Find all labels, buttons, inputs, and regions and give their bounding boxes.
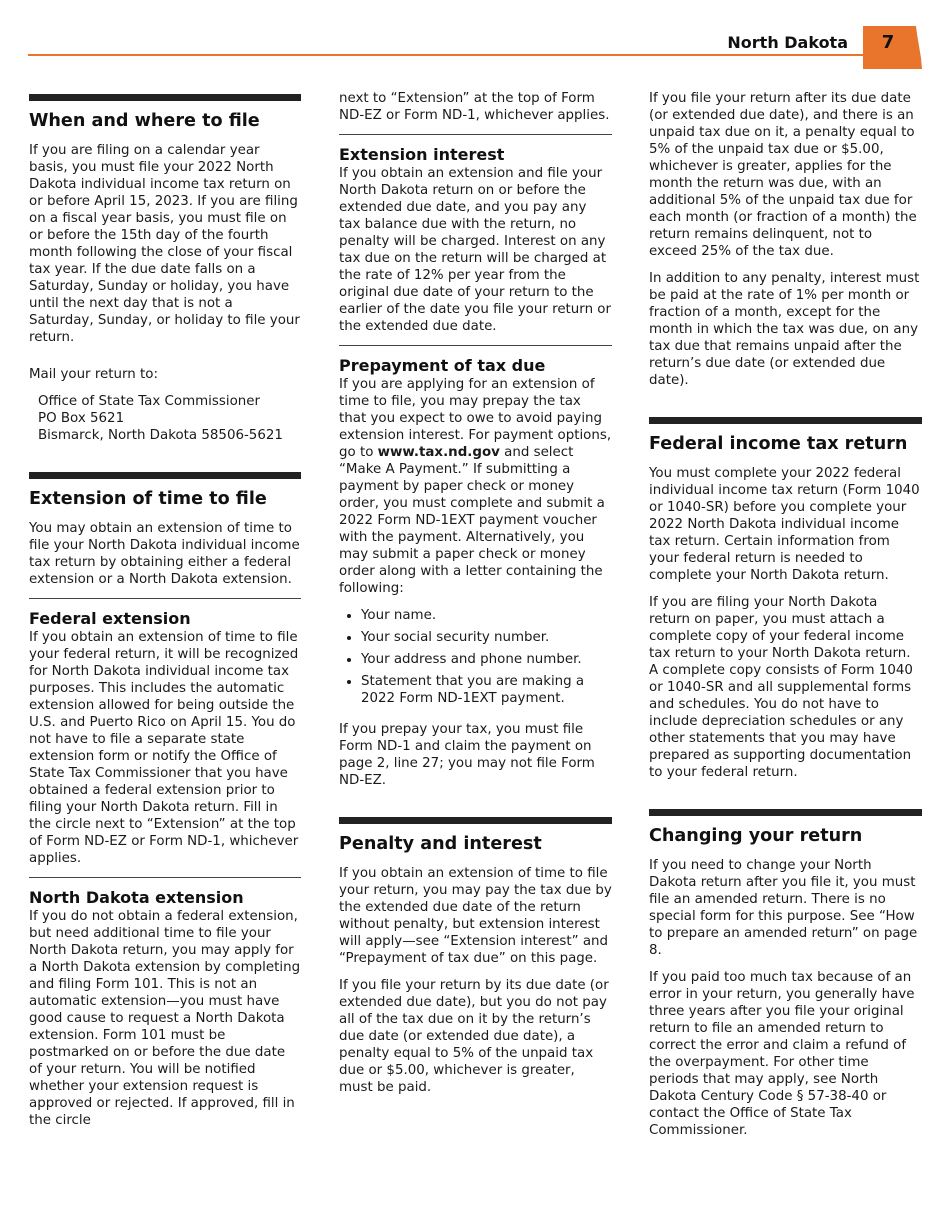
penalty-interest-paragraph: In addition to any penalty, interest must be paid at the rate of 1% per month or fraction of a month, except for the month in which the tax was due, on any tax due that remains unpaid after the return’s due date (or extended due date). — [649, 271, 920, 388]
heading-federal-income-tax-return: Federal income tax return — [649, 434, 908, 454]
penalty-paragraph-1: If you obtain an extension of time to file your return, you may pay the tax due by the extended due date of the return without penalty, but extension interest will apply—see “Extension interest” and “Prepayment of tax due” on this page. — [339, 866, 612, 966]
section-divider — [29, 472, 301, 479]
section-divider — [649, 809, 922, 816]
header-rule — [28, 54, 866, 56]
extension-interest-paragraph: If you obtain an extension and file your North Dakota return on or before the extended due date, and you pay any tax balance due with the return, no penalty will be charged. Interest on any tax due on the return will be charged at the rate of 12% per year from the original due date of your return to the earlier of the date you file your return or the extended due date. — [339, 166, 612, 334]
penalty-paragraph-2: If you file your return by its due date (or extended due date), but you do not pay all of the tax due on it by the return’s due date (or extended due date), a penalty equal to 5% of the unpaid tax due or $5.00, whichever is greater, must be paid. — [339, 978, 609, 1095]
prepayment-text-after: and select “Make A Payment.” If submitting a payment by paper check or money order, you must complete and submit a 2022 Form ND-1EXT payment voucher with the payment. Alternatively, you may submit a paper check or money order along with a letter containing the following: — [339, 445, 605, 596]
column-1 — [29, 90, 301, 1139]
column-2 — [339, 90, 612, 1106]
heading-changing-your-return: Changing your return — [649, 826, 863, 846]
tax-website-link[interactable]: www.tax.nd.gov — [377, 445, 500, 460]
continuation-paragraph: next to “Extension” at the top of Form ND-EZ or Form ND-1, whichever applies. — [339, 91, 610, 123]
subsection-divider — [339, 345, 612, 346]
column-3 — [649, 90, 922, 1149]
heading-federal-extension: Federal extension — [29, 609, 191, 628]
page-number: 7 — [881, 32, 895, 53]
mailing-address — [38, 393, 301, 444]
section-divider — [649, 417, 922, 424]
when-where-paragraph: If you are filing on a calendar year basis, you must file your 2022 North Dakota individual income tax return on or before April 15, 2023. If you are filing on a fiscal year basis, you must file on or before the 15th day of the fourth month following the close of your fiscal tax year. If the due date falls on a Saturday, Sunday or holiday, you have until the next day that is not a Saturday, Sunday, or holiday to file your return. — [29, 143, 300, 345]
federal-return-paragraph-2: If you are filing your North Dakota return on paper, you must attach a complete copy of your federal income tax return to your North Dakota return. A complete copy consists of Form 1040 or 1040-SR and all supplemental forms and schedules. You do not have to include depreciation schedules or any other statements that you may have prepared as supporting documentation to your federal return. — [649, 595, 913, 780]
heading-when-where-to-file: When and where to file — [29, 111, 260, 131]
header-state-name: North Dakota — [727, 33, 848, 52]
federal-return-paragraph-1: You must complete your 2022 federal individual income tax return (Form 1040 or 1040-SR) before you complete your 2022 North Dakota individual income tax return. Certain information from your federal return is needed to complete your North Dakota return. — [649, 466, 920, 583]
extension-time-paragraph: You may obtain an extension of time to file your North Dakota individual income tax return by obtaining either a federal extension or a North Dakota extension. — [29, 521, 300, 587]
federal-extension-paragraph: If you obtain an extension of time to file your federal return, it will be recognized for North Dakota individual income tax purposes. This includes the automatic extension allowed for being outside the U.S. and Puerto Rico on April 15. You do not have to file a separate state extension form or notify the Office of State Tax Commissioner that you have obtained a federal extension prior to filing your North Dakota return. Fill in the circle next to “Extension” at the top of Form ND-EZ or Form ND-1, whichever applies. — [29, 630, 299, 866]
list-item: • Your name. — [361, 607, 612, 624]
section-divider — [339, 817, 612, 824]
prepayment-list — [339, 607, 612, 707]
heading-extension-interest: Extension interest — [339, 145, 505, 164]
prepayment-paragraph — [339, 376, 612, 597]
address-line: Bismarck, North Dakota 58506-5621 — [38, 428, 283, 443]
page-header — [0, 0, 950, 75]
list-item: • Your address and phone number. — [361, 651, 612, 668]
changing-paragraph-2: If you paid too much tax because of an error in your return, you generally have three years after you file your original return to file an amended return to correct the error and claim a refund of the overpayment. For other time periods that may apply, see North Dakota Century Code § 57-38-40 or contact the Office of State Tax Commissioner. — [649, 970, 915, 1138]
prepayment-paragraph-2: If you prepay your tax, you must file Form ND-1 and claim the payment on page 2, line 27; you may not file Form ND-EZ. — [339, 722, 595, 788]
changing-paragraph-1: If you need to change your North Dakota return after you file it, you must file an amended return. There is no special form for this purpose. See “How to prepare an amended return” on page 8. — [649, 858, 918, 958]
prepayment-text-before: If you are applying for an extension of time to file, you may prepay the tax that you expect to owe to avoid paying extension interest. For payment options, go to — [339, 377, 612, 460]
list-item: • Statement that you are making a 2022 Form ND-1EXT payment. — [361, 673, 612, 707]
subsection-divider — [339, 134, 612, 135]
heading-prepayment: Prepayment of tax due — [339, 356, 546, 375]
penalty-late-paragraph: If you file your return after its due date (or extended due date), and there is an unpaid tax due on it, a penalty equal to 5% of the unpaid tax due or $5.00, whichever is greater, applies for the month the return was due, with an additional 5% of the unpaid tax due for each month (or fraction of a month) the return remains delinquent, not to exceed 25% of the tax due. — [649, 91, 917, 259]
section-divider — [29, 94, 301, 101]
list-item: • Your social security number. — [361, 629, 612, 646]
heading-extension-of-time: Extension of time to file — [29, 489, 267, 509]
address-line: Office of State Tax Commissioner — [38, 394, 261, 409]
heading-penalty-interest: Penalty and interest — [339, 834, 542, 854]
mail-label: Mail your return to: — [29, 367, 158, 382]
heading-nd-extension: North Dakota extension — [29, 888, 244, 907]
nd-extension-paragraph: If you do not obtain a federal extension, but need additional time to file your North Dakota return, you may apply for a North Dakota extension by completing and filing Form 101. This is not an automatic extension—you must have good cause to request a North Dakota extension. Form 101 must be postmarked on or before the due date of your return. You will be notified whether your extension request is approved or rejected. If approved, fill in the circle — [29, 909, 301, 1128]
subsection-divider — [29, 877, 301, 878]
subsection-divider — [29, 598, 301, 599]
address-line: PO Box 5621 — [38, 411, 125, 426]
